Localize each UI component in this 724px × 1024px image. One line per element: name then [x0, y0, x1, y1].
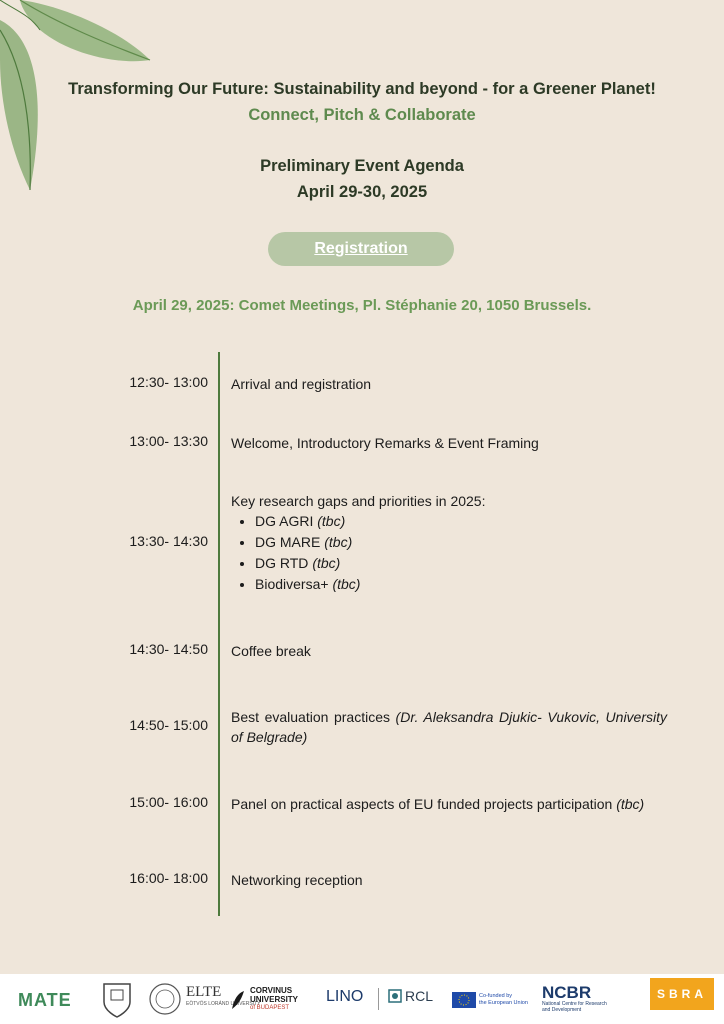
- sbra-logo: SBRA: [650, 978, 714, 1010]
- registration-button[interactable]: Registration: [268, 232, 454, 266]
- agenda-description: [231, 794, 667, 814]
- agenda-description-block: [231, 491, 667, 595]
- agenda-description: Networking reception: [231, 872, 363, 888]
- agenda-description: Key research gaps and priorities in 2025:: [231, 493, 486, 509]
- agenda-text: Best evaluation practices: [231, 709, 396, 725]
- elte-seal-icon: [148, 982, 182, 1016]
- ncbr-logo: NCBR National Centre for Research and Development: [542, 983, 607, 1013]
- speaker-note: (tbc): [332, 576, 361, 592]
- lino-logo: LINO: [326, 988, 364, 1005]
- speaker-list: [231, 511, 667, 595]
- event-subtitle: Connect, Pitch & Collaborate: [248, 106, 476, 124]
- agenda-time: 13:00- 13:30: [129, 433, 208, 449]
- venue-line: April 29, 2025: Comet Meetings, Pl. Stéphanie 20, 1050 Brussels.: [132, 297, 592, 314]
- speaker-note: (tbc): [317, 513, 346, 529]
- corvinus-logo: CORVINUS UNIVERSITY of BUDAPEST: [230, 986, 298, 1013]
- agenda-description: [231, 707, 667, 747]
- list-item: [255, 532, 667, 553]
- speaker-name: DG RTD: [255, 555, 313, 571]
- agenda-note: (tbc): [616, 796, 645, 812]
- partner-logos-footer: [0, 974, 724, 1024]
- agenda-time: 14:50- 15:00: [129, 717, 208, 733]
- agenda-time: 12:30- 13:00: [129, 374, 208, 390]
- rcl-mark-icon: [388, 989, 402, 1003]
- list-item: [255, 511, 667, 532]
- eu-flag-icon: [452, 992, 476, 1008]
- list-item: [255, 553, 667, 574]
- corvinus-bird-icon: [230, 989, 246, 1011]
- agenda-description: Welcome, Introductory Remarks & Event Framing: [231, 435, 539, 451]
- university-crest-icon: [96, 978, 138, 1020]
- speaker-name: Biodiversa+: [255, 576, 333, 592]
- rcl-logo: RCL: [388, 988, 433, 1004]
- speaker-name: DG MARE: [255, 534, 325, 550]
- event-title: Transforming Our Future: Sustainability and beyond - for a Greener Planet!: [68, 80, 656, 98]
- timeline-divider: [218, 352, 220, 916]
- agenda-text: Panel on practical aspects of EU funded projects participation: [231, 796, 617, 812]
- elte-logo: ELTE EÖTVÖS LORÁND UNIVERSITY: [186, 984, 261, 1007]
- agenda-title: Preliminary Event Agenda: [260, 157, 464, 175]
- agenda-description: Arrival and registration: [231, 376, 372, 392]
- agenda-time: 13:30- 14:30: [129, 533, 208, 549]
- list-item: [255, 574, 667, 595]
- logo-divider: [378, 988, 379, 1010]
- agenda-note: (Dr. Aleksandra Djukic- Vukovic, University of Belgrade): [231, 709, 668, 745]
- mate-logo: MATE: [18, 990, 72, 1010]
- speaker-note: (tbc): [324, 534, 353, 550]
- agenda-time: 16:00- 18:00: [129, 870, 208, 886]
- agenda-date: April 29-30, 2025: [296, 183, 428, 201]
- agenda-description: Coffee break: [231, 643, 311, 659]
- speaker-name: DG AGRI: [255, 513, 318, 529]
- eu-cofunded-logo: Co-funded by the European Union: [452, 992, 528, 1008]
- speaker-note: (tbc): [312, 555, 341, 571]
- agenda-time: 15:00- 16:00: [129, 794, 208, 810]
- agenda-time: 14:30- 14:50: [129, 641, 208, 657]
